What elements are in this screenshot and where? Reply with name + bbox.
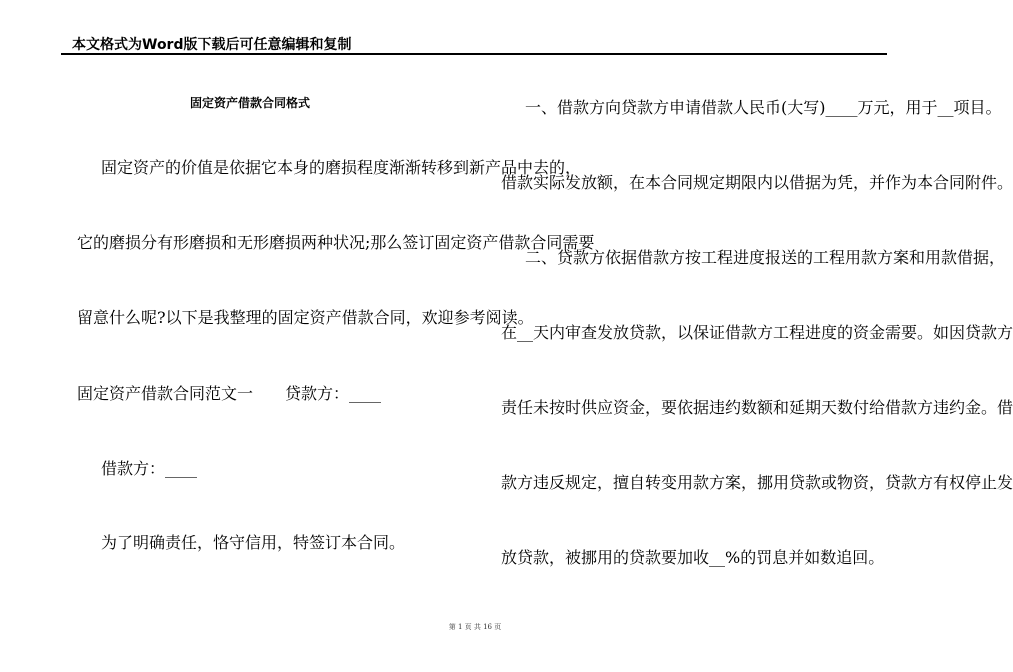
right-paragraph-2: 借款实际发放额，在本合同规定期限内以借据为凭，并作为本合同附件。: [501, 173, 1013, 192]
right-paragraph-4: 在__天内审查发放贷款，以保证借款方工程进度的资金需要。如因贷款方: [501, 323, 1013, 342]
left-paragraph-1: 固定资产的价值是依据它本身的磨损程度渐渐转移到新产品中去的，: [101, 158, 582, 177]
page-number: 第 1 页 共 16 页: [448, 623, 502, 631]
document-header-title: 本文格式为Word版下载后可任意编辑和复制: [72, 37, 352, 53]
right-paragraph-3: 二、贷款方依据借款方按工程进度报送的工程用款方案和用款借据，: [525, 248, 1006, 267]
right-paragraph-1: 一、借款方向贷款方申请借款人民币(大写)____万元，用于__项目。: [525, 98, 1002, 117]
left-paragraph-5: 借款方：____: [101, 459, 198, 478]
header-divider: [61, 53, 887, 55]
right-paragraph-7: 放贷款，被挪用的贷款要加收__%的罚息并如数追回。: [501, 548, 885, 567]
left-paragraph-2: 它的磨损分有形磨损和无形磨损两种状况;那么签订固定资产借款合同需要: [77, 233, 595, 252]
right-paragraph-6: 款方违反规定，擅自转变用款方案，挪用贷款或物资，贷款方有权停止发: [501, 473, 1013, 492]
contract-title: 固定资产借款合同格式: [190, 96, 311, 110]
left-paragraph-3: 留意什么呢?以下是我整理的固定资产借款合同，欢迎参考阅读。: [77, 308, 534, 327]
left-paragraph-4: 固定资产借款合同范文一 贷款方：____: [77, 384, 382, 403]
right-paragraph-5: 责任未按时供应资金，要依据违约数额和延期天数付给借款方违约金。借: [501, 398, 1013, 417]
left-paragraph-6: 为了明确责任，恪守信用，特签订本合同。: [101, 533, 406, 552]
